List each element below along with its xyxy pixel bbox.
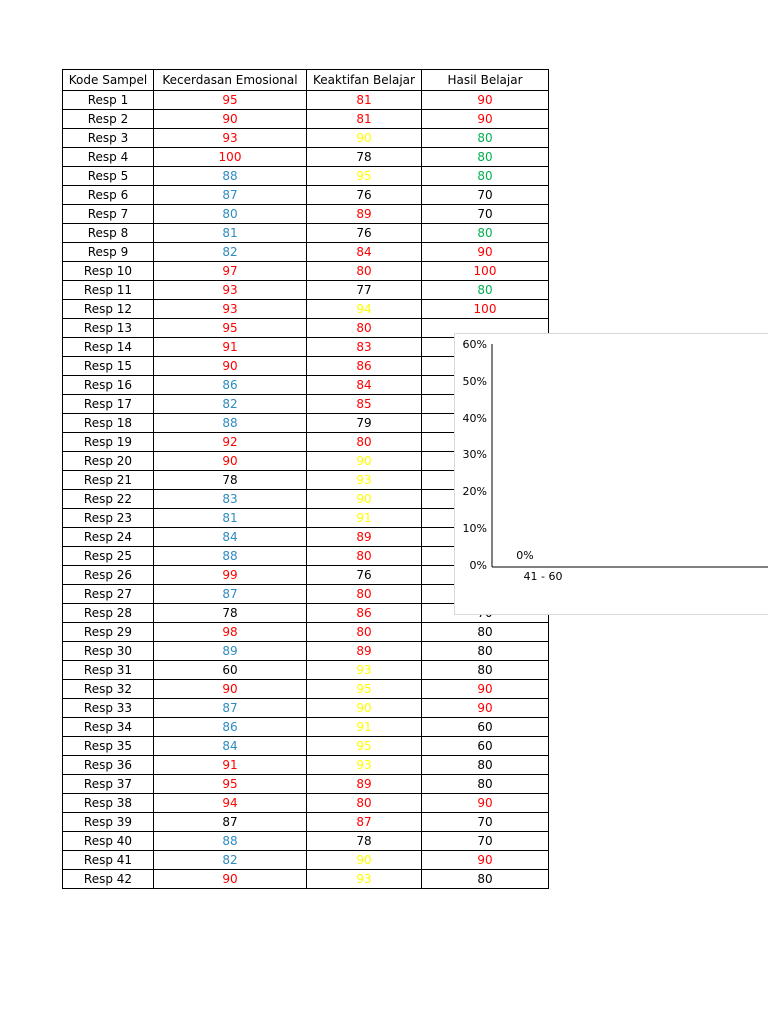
y-tick-40: 40% <box>462 412 487 425</box>
cell-keaktifan-belajar[interactable]: 90 <box>307 129 422 148</box>
table-row <box>63 737 549 756</box>
cell-keaktifan-belajar[interactable]: 78 <box>307 148 422 167</box>
cell-kode-sampel[interactable]: Resp 26 <box>63 566 154 585</box>
table-row <box>63 300 549 319</box>
cell-hasil-belajar[interactable]: 90 <box>422 243 549 262</box>
cell-keaktifan-belajar[interactable]: 76 <box>307 566 422 585</box>
table-row <box>63 91 549 110</box>
cell-keaktifan-belajar[interactable]: 84 <box>307 376 422 395</box>
cell-kecerdasan-emosional[interactable]: 78 <box>154 604 307 623</box>
cell-keaktifan-belajar[interactable]: 76 <box>307 224 422 243</box>
cell-keaktifan-belajar[interactable]: 83 <box>307 338 422 357</box>
cell-kode-sampel[interactable]: Resp 3 <box>63 129 154 148</box>
cell-kode-sampel[interactable]: Resp 24 <box>63 528 154 547</box>
cell-hasil-belajar[interactable]: 60 <box>422 737 549 756</box>
cell-kecerdasan-emosional[interactable]: 88 <box>154 167 307 186</box>
table-row <box>63 186 549 205</box>
chart-panel[interactable] <box>454 333 768 615</box>
table-row <box>63 262 549 281</box>
table-row <box>63 243 549 262</box>
cell-keaktifan-belajar[interactable]: 89 <box>307 775 422 794</box>
cell-kode-sampel[interactable]: Resp 6 <box>63 186 154 205</box>
cell-kode-sampel[interactable]: Resp 39 <box>63 813 154 832</box>
table-row <box>63 110 549 129</box>
header-kode-sampel[interactable]: Kode Sampel <box>63 70 154 91</box>
cell-kode-sampel[interactable]: Resp 37 <box>63 775 154 794</box>
cell-kecerdasan-emosional[interactable]: 89 <box>154 642 307 661</box>
cell-kode-sampel[interactable]: Resp 13 <box>63 319 154 338</box>
cell-kecerdasan-emosional[interactable]: 95 <box>154 91 307 110</box>
cell-kode-sampel[interactable]: Resp 40 <box>63 832 154 851</box>
cell-hasil-belajar[interactable]: 80 <box>422 623 549 642</box>
cell-kode-sampel[interactable]: Resp 38 <box>63 794 154 813</box>
cell-hasil-belajar[interactable]: 80 <box>422 756 549 775</box>
table-header-row <box>63 70 549 91</box>
cell-keaktifan-belajar[interactable]: 89 <box>307 642 422 661</box>
cell-hasil-belajar[interactable]: 80 <box>422 148 549 167</box>
cell-hasil-belajar[interactable]: 90 <box>422 91 549 110</box>
table-row <box>63 680 549 699</box>
cell-kode-sampel[interactable]: Resp 30 <box>63 642 154 661</box>
cell-kecerdasan-emosional[interactable]: 93 <box>154 129 307 148</box>
cell-kode-sampel[interactable]: Resp 32 <box>63 680 154 699</box>
y-tick-60: 60% <box>462 338 487 351</box>
cell-kecerdasan-emosional[interactable]: 87 <box>154 813 307 832</box>
cell-kode-sampel[interactable]: Resp 16 <box>63 376 154 395</box>
cell-keaktifan-belajar[interactable]: 80 <box>307 262 422 281</box>
cell-kecerdasan-emosional[interactable]: 90 <box>154 452 307 471</box>
cell-hasil-belajar[interactable]: 80 <box>422 167 549 186</box>
cell-kecerdasan-emosional[interactable]: 91 <box>154 756 307 775</box>
cell-kode-sampel[interactable]: Resp 9 <box>63 243 154 262</box>
y-tick-50: 50% <box>462 375 487 388</box>
cell-kecerdasan-emosional[interactable]: 82 <box>154 243 307 262</box>
cell-hasil-belajar[interactable]: 80 <box>422 129 549 148</box>
cell-kode-sampel[interactable]: Resp 14 <box>63 338 154 357</box>
cell-kode-sampel[interactable]: Resp 7 <box>63 205 154 224</box>
cell-kecerdasan-emosional[interactable]: 87 <box>154 585 307 604</box>
cell-kecerdasan-emosional[interactable]: 90 <box>154 110 307 129</box>
table-row <box>63 281 549 300</box>
cell-kecerdasan-emosional[interactable]: 86 <box>154 376 307 395</box>
cell-keaktifan-belajar[interactable]: 89 <box>307 205 422 224</box>
cell-keaktifan-belajar[interactable]: 80 <box>307 547 422 566</box>
cell-keaktifan-belajar[interactable]: 77 <box>307 281 422 300</box>
cell-keaktifan-belajar[interactable]: 90 <box>307 699 422 718</box>
cell-hasil-belajar[interactable]: 70 <box>422 205 549 224</box>
cell-kode-sampel[interactable]: Resp 12 <box>63 300 154 319</box>
x-category-label: 41 - 60 <box>523 570 563 583</box>
cell-kode-sampel[interactable]: Resp 21 <box>63 471 154 490</box>
header-kecerdasan-emosional[interactable]: Kecerdasan Emosional <box>154 70 307 91</box>
cell-kecerdasan-emosional[interactable]: 80 <box>154 205 307 224</box>
cell-kode-sampel[interactable]: Resp 33 <box>63 699 154 718</box>
cell-keaktifan-belajar[interactable]: 81 <box>307 110 422 129</box>
cell-keaktifan-belajar[interactable]: 93 <box>307 870 422 889</box>
cell-kecerdasan-emosional[interactable]: 84 <box>154 528 307 547</box>
cell-kode-sampel[interactable]: Resp 2 <box>63 110 154 129</box>
cell-kecerdasan-emosional[interactable]: 78 <box>154 471 307 490</box>
cell-kecerdasan-emosional[interactable]: 93 <box>154 300 307 319</box>
cell-kecerdasan-emosional[interactable]: 87 <box>154 699 307 718</box>
cell-kecerdasan-emosional[interactable]: 92 <box>154 433 307 452</box>
cell-kode-sampel[interactable]: Resp 15 <box>63 357 154 376</box>
cell-hasil-belajar[interactable]: 90 <box>422 794 549 813</box>
data-label: 0% <box>516 549 534 562</box>
cell-kecerdasan-emosional[interactable]: 93 <box>154 281 307 300</box>
cell-kecerdasan-emosional[interactable]: 95 <box>154 319 307 338</box>
cell-kode-sampel[interactable]: Resp 8 <box>63 224 154 243</box>
cell-hasil-belajar[interactable]: 60 <box>422 718 549 737</box>
cell-kode-sampel[interactable]: Resp 27 <box>63 585 154 604</box>
cell-hasil-belajar[interactable]: 90 <box>422 699 549 718</box>
table-row <box>63 870 549 889</box>
cell-keaktifan-belajar[interactable]: 93 <box>307 756 422 775</box>
cell-keaktifan-belajar[interactable]: 86 <box>307 604 422 623</box>
cell-kecerdasan-emosional[interactable]: 88 <box>154 547 307 566</box>
cell-keaktifan-belajar[interactable]: 93 <box>307 471 422 490</box>
cell-kecerdasan-emosional[interactable]: 94 <box>154 794 307 813</box>
y-tick-20: 20% <box>462 485 487 498</box>
cell-kecerdasan-emosional[interactable]: 88 <box>154 832 307 851</box>
cell-keaktifan-belajar[interactable]: 94 <box>307 300 422 319</box>
cell-kode-sampel[interactable]: Resp 23 <box>63 509 154 528</box>
table-row <box>63 718 549 737</box>
cell-keaktifan-belajar[interactable]: 89 <box>307 528 422 547</box>
cell-hasil-belajar[interactable]: 80 <box>422 281 549 300</box>
cell-hasil-belajar[interactable]: 70 <box>422 186 549 205</box>
cell-kode-sampel[interactable]: Resp 28 <box>63 604 154 623</box>
cell-hasil-belajar[interactable]: 90 <box>422 851 549 870</box>
cell-kode-sampel[interactable]: Resp 34 <box>63 718 154 737</box>
cell-hasil-belajar[interactable]: 70 <box>422 832 549 851</box>
chart-svg <box>455 334 768 616</box>
cell-kecerdasan-emosional[interactable]: 95 <box>154 775 307 794</box>
cell-kecerdasan-emosional[interactable]: 82 <box>154 851 307 870</box>
cell-kecerdasan-emosional[interactable]: 83 <box>154 490 307 509</box>
cell-kecerdasan-emosional[interactable]: 100 <box>154 148 307 167</box>
cell-kecerdasan-emosional[interactable]: 84 <box>154 737 307 756</box>
table-row <box>63 167 549 186</box>
cell-kecerdasan-emosional[interactable]: 88 <box>154 414 307 433</box>
cell-kode-sampel[interactable]: Resp 36 <box>63 756 154 775</box>
cell-keaktifan-belajar[interactable]: 90 <box>307 851 422 870</box>
cell-hasil-belajar[interactable]: 70 <box>422 813 549 832</box>
cell-keaktifan-belajar[interactable]: 87 <box>307 813 422 832</box>
table-row <box>63 129 549 148</box>
cell-kode-sampel[interactable]: Resp 41 <box>63 851 154 870</box>
cell-kode-sampel[interactable]: Resp 42 <box>63 870 154 889</box>
table-row <box>63 813 549 832</box>
cell-kode-sampel[interactable]: Resp 1 <box>63 91 154 110</box>
table-row <box>63 224 549 243</box>
cell-keaktifan-belajar[interactable]: 78 <box>307 832 422 851</box>
cell-keaktifan-belajar[interactable]: 95 <box>307 167 422 186</box>
cell-keaktifan-belajar[interactable]: 80 <box>307 585 422 604</box>
cell-keaktifan-belajar[interactable]: 84 <box>307 243 422 262</box>
cell-kode-sampel[interactable]: Resp 10 <box>63 262 154 281</box>
cell-hasil-belajar[interactable]: 80 <box>422 642 549 661</box>
cell-kecerdasan-emosional[interactable]: 60 <box>154 661 307 680</box>
cell-hasil-belajar[interactable]: 80 <box>422 870 549 889</box>
cell-keaktifan-belajar[interactable]: 76 <box>307 186 422 205</box>
cell-kecerdasan-emosional[interactable]: 81 <box>154 224 307 243</box>
table-row <box>63 642 549 661</box>
header-hasil-belajar[interactable]: Hasil Belajar <box>422 70 549 91</box>
cell-kecerdasan-emosional[interactable]: 98 <box>154 623 307 642</box>
cell-kode-sampel[interactable]: Resp 35 <box>63 737 154 756</box>
cell-keaktifan-belajar[interactable]: 90 <box>307 452 422 471</box>
cell-kecerdasan-emosional[interactable]: 91 <box>154 338 307 357</box>
cell-hasil-belajar[interactable]: 80 <box>422 661 549 680</box>
header-keaktifan-belajar[interactable]: Keaktifan Belajar <box>307 70 422 91</box>
cell-keaktifan-belajar[interactable]: 81 <box>307 91 422 110</box>
table-row <box>63 832 549 851</box>
cell-kode-sampel[interactable]: Resp 20 <box>63 452 154 471</box>
cell-keaktifan-belajar[interactable]: 90 <box>307 490 422 509</box>
cell-kode-sampel[interactable]: Resp 17 <box>63 395 154 414</box>
y-tick-0: 0% <box>469 559 487 572</box>
cell-kecerdasan-emosional[interactable]: 87 <box>154 186 307 205</box>
cell-keaktifan-belajar[interactable]: 93 <box>307 661 422 680</box>
cell-kecerdasan-emosional[interactable]: 82 <box>154 395 307 414</box>
y-tick-30: 30% <box>462 448 487 461</box>
table-row <box>63 661 549 680</box>
table-row <box>63 623 549 642</box>
cell-kode-sampel[interactable]: Resp 4 <box>63 148 154 167</box>
cell-keaktifan-belajar[interactable]: 79 <box>307 414 422 433</box>
table-row <box>63 699 549 718</box>
cell-hasil-belajar[interactable]: 90 <box>422 110 549 129</box>
cell-hasil-belajar[interactable]: 90 <box>422 680 549 699</box>
cell-keaktifan-belajar[interactable]: 80 <box>307 794 422 813</box>
cell-kode-sampel[interactable]: Resp 22 <box>63 490 154 509</box>
cell-hasil-belajar[interactable]: 80 <box>422 775 549 794</box>
cell-hasil-belajar[interactable]: 80 <box>422 224 549 243</box>
cell-hasil-belajar[interactable]: 100 <box>422 300 549 319</box>
cell-keaktifan-belajar[interactable]: 86 <box>307 357 422 376</box>
cell-kode-sampel[interactable]: Resp 18 <box>63 414 154 433</box>
cell-keaktifan-belajar[interactable]: 80 <box>307 433 422 452</box>
table-row <box>63 205 549 224</box>
table-row <box>63 148 549 167</box>
cell-kode-sampel[interactable]: Resp 25 <box>63 547 154 566</box>
cell-kode-sampel[interactable]: Resp 31 <box>63 661 154 680</box>
cell-kecerdasan-emosional[interactable]: 81 <box>154 509 307 528</box>
table-row <box>63 794 549 813</box>
cell-kode-sampel[interactable]: Resp 11 <box>63 281 154 300</box>
cell-kode-sampel[interactable]: Resp 5 <box>63 167 154 186</box>
table-row <box>63 756 549 775</box>
cell-keaktifan-belajar[interactable]: 91 <box>307 718 422 737</box>
cell-keaktifan-belajar[interactable]: 85 <box>307 395 422 414</box>
cell-keaktifan-belajar[interactable]: 95 <box>307 737 422 756</box>
table-row <box>63 851 549 870</box>
table-row <box>63 775 549 794</box>
cell-kecerdasan-emosional[interactable]: 90 <box>154 870 307 889</box>
cell-kecerdasan-emosional[interactable]: 90 <box>154 680 307 699</box>
cell-kecerdasan-emosional[interactable]: 90 <box>154 357 307 376</box>
cell-kecerdasan-emosional[interactable]: 97 <box>154 262 307 281</box>
cell-keaktifan-belajar[interactable]: 80 <box>307 623 422 642</box>
cell-keaktifan-belajar[interactable]: 91 <box>307 509 422 528</box>
cell-keaktifan-belajar[interactable]: 95 <box>307 680 422 699</box>
cell-kode-sampel[interactable]: Resp 29 <box>63 623 154 642</box>
cell-kode-sampel[interactable]: Resp 19 <box>63 433 154 452</box>
cell-kecerdasan-emosional[interactable]: 86 <box>154 718 307 737</box>
cell-kecerdasan-emosional[interactable]: 99 <box>154 566 307 585</box>
y-tick-10: 10% <box>462 522 487 535</box>
cell-keaktifan-belajar[interactable]: 80 <box>307 319 422 338</box>
cell-hasil-belajar[interactable]: 100 <box>422 262 549 281</box>
